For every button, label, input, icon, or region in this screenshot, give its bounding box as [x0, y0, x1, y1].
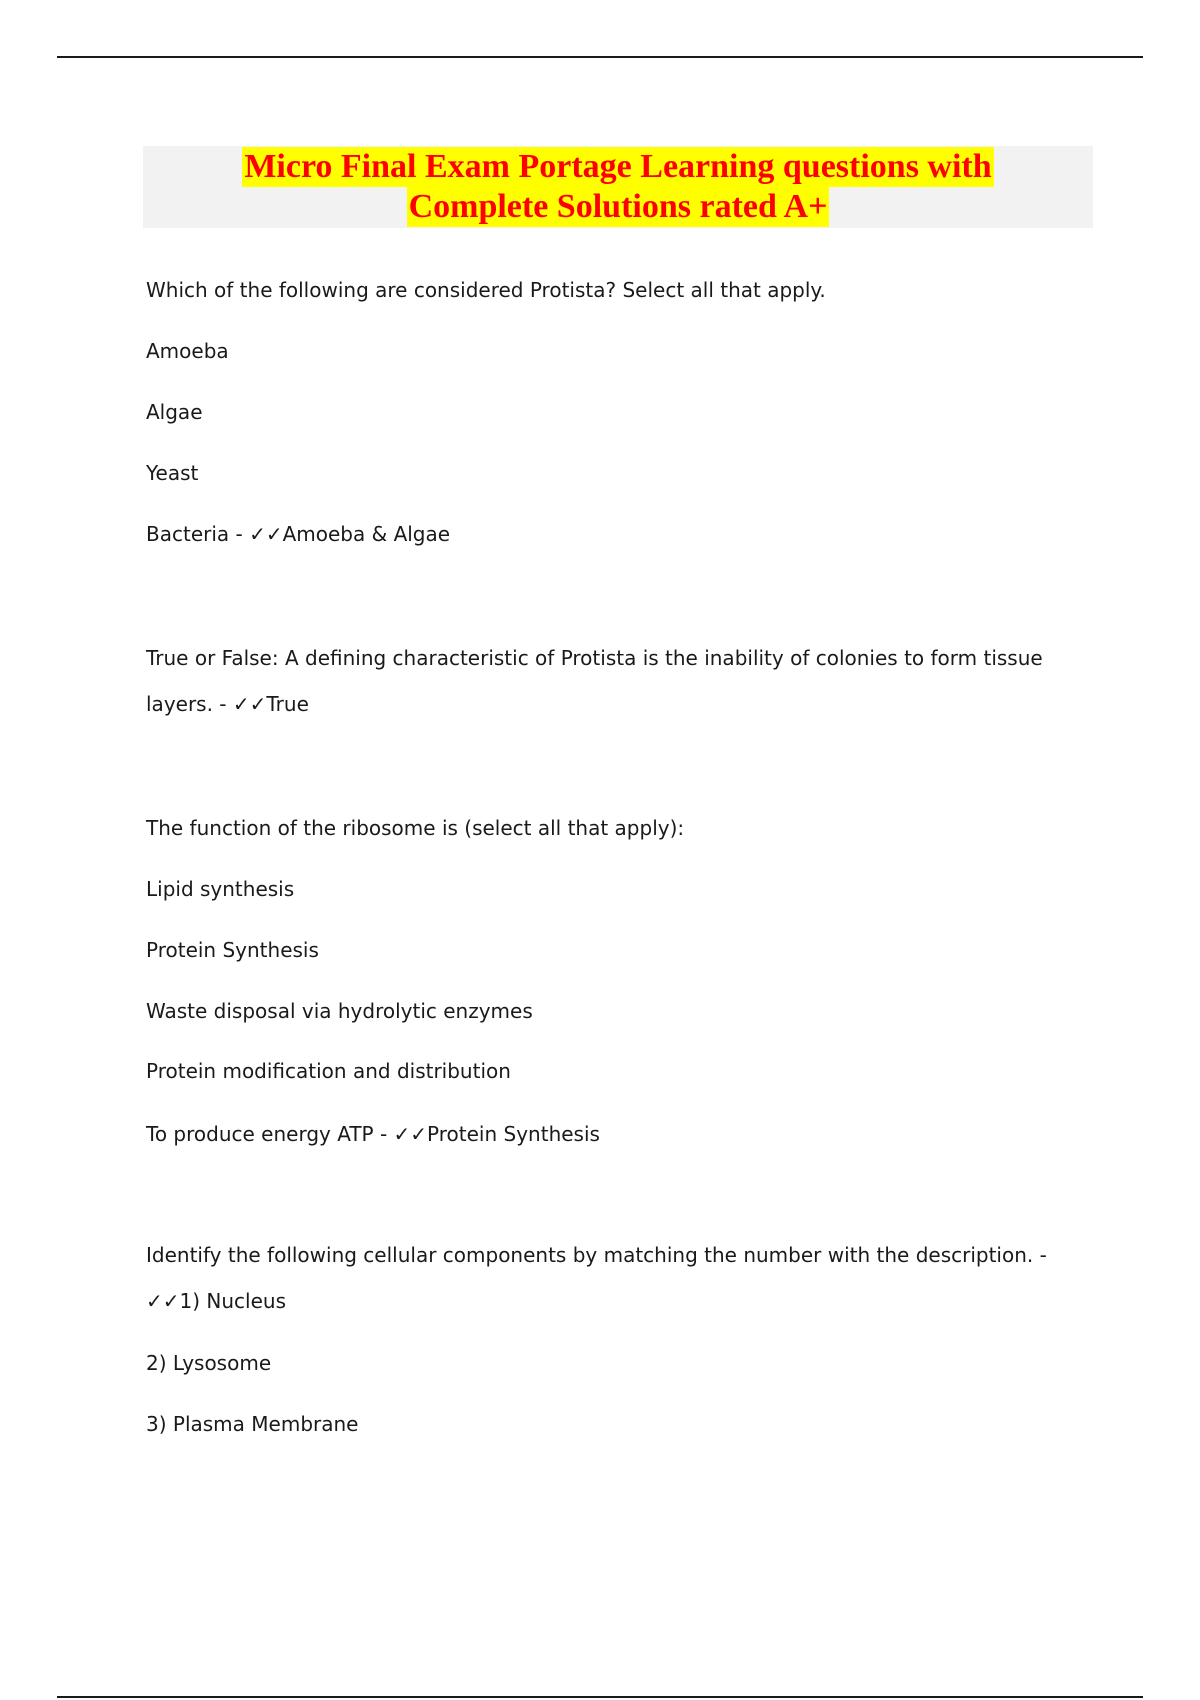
q4-answer-nucleus: ✓✓1) Nucleus — [146, 1289, 286, 1313]
q1-option-amoeba: Amoeba — [146, 339, 229, 363]
q1-option-algae: Algae — [146, 400, 203, 424]
q2-question-line-1: True or False: A defining characteristic of Protista is the inability of colonies to form tissue — [146, 646, 1043, 670]
q1-question: Which of the following are considered Protista? Select all that apply. — [146, 278, 826, 302]
q4-item-plasma-membrane: 3) Plasma Membrane — [146, 1412, 359, 1436]
title-line-2: Complete Solutions rated A+ — [408, 188, 828, 225]
q3-option-protein-synthesis: Protein Synthesis — [146, 938, 319, 962]
q3-option-lipid: Lipid synthesis — [146, 877, 295, 901]
q4-question-line-1: Identify the following cellular components by matching the number with the description. - — [146, 1243, 1047, 1267]
q1-option-yeast: Yeast — [146, 461, 199, 485]
footer-rule — [57, 1696, 1143, 1698]
document-title — [143, 146, 1093, 228]
q3-question: The function of the ribosome is (select all that apply): — [146, 816, 685, 840]
q4-item-lysosome: 2) Lysosome — [146, 1351, 272, 1375]
header-rule — [57, 56, 1143, 58]
title-line-1: Micro Final Exam Portage Learning questions with — [244, 148, 992, 185]
q2-question-line-2-answer: layers. - ✓✓True — [146, 692, 309, 716]
q1-option-bacteria-answer: Bacteria - ✓✓Amoeba & Algae — [146, 522, 451, 546]
q3-option-waste-disposal: Waste disposal via hydrolytic enzymes — [146, 999, 533, 1023]
q3-option-energy-answer: To produce energy ATP - ✓✓Protein Synthesis — [146, 1122, 600, 1146]
q3-option-protein-modification: Protein modification and distribution — [146, 1059, 511, 1083]
